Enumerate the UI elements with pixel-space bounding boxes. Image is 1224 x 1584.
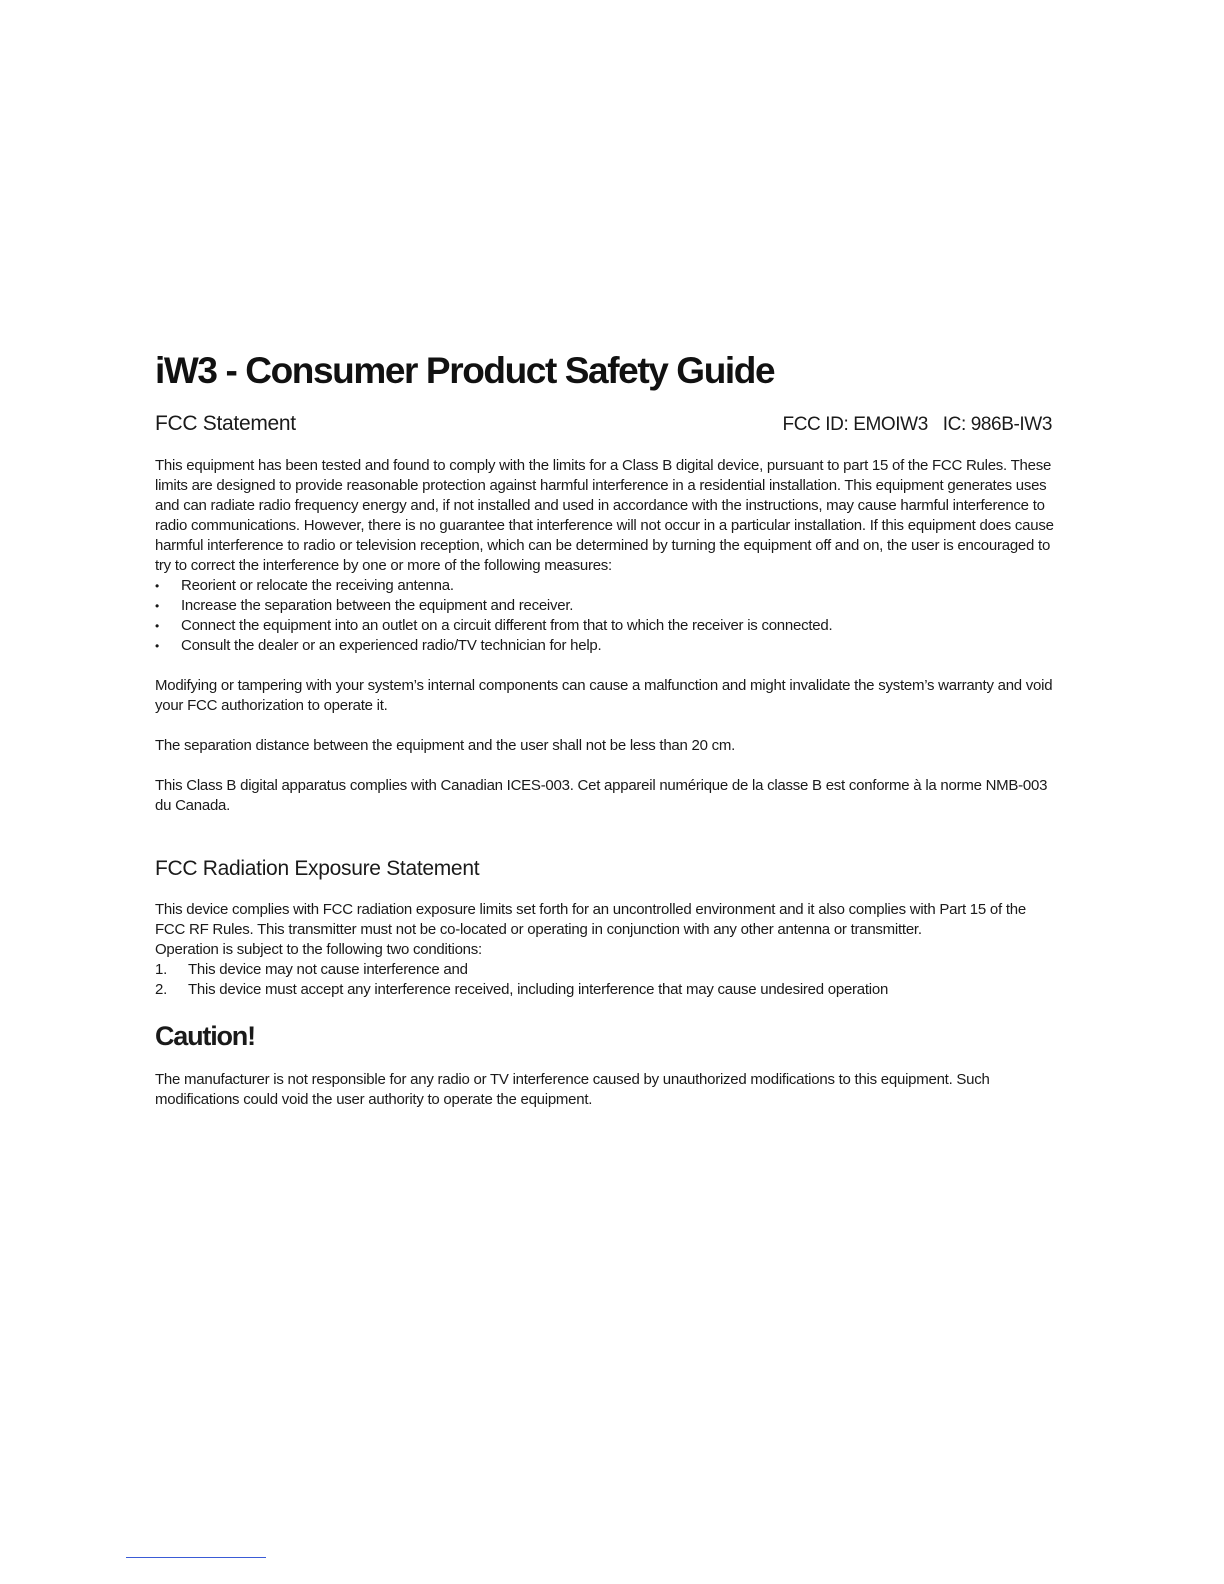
fcc-statement-header xyxy=(155,410,1055,440)
caution-paragraph: The manufacturer is not responsible for any radio or TV interference caused by unauthorized modifications to this equipment. Such modifications could void the user authority to operate the equipment. xyxy=(155,1071,990,1108)
modifying-paragraph: Modifying or tampering with your system’s internal components can cause a malfunction and might invalidate the system’s warranty and void your FCC authorization to operate it. xyxy=(155,677,1053,714)
ic-number: IC: 986B-IW3 xyxy=(942,414,1052,435)
caution-heading: Caution! xyxy=(155,1021,255,1051)
footer-divider xyxy=(126,1557,266,1558)
condition-text: This device must accept any interference received, including interference that may cause undesired operation xyxy=(188,981,889,998)
fcc-id: FCC ID: EMOIW3 xyxy=(782,414,928,435)
list-item: • Connect the equipment into an outlet on a circuit different from that to which the receiver is connected. xyxy=(155,616,1055,636)
separation-paragraph: The separation distance between the equipment and the user shall not be less than 20 cm. xyxy=(155,737,736,754)
radiation-exposure-paragraph: This device complies with FCC radiation exposure limits set forth for an uncontrolled environment and it also complies with Part 15 of the FCC RF Rules. This transmitter must not be co-located or operating in conjunction with any other antenna or transmitter. xyxy=(155,901,1026,938)
document-content xyxy=(155,348,1055,1110)
interference-measures-list xyxy=(155,576,1055,656)
list-item xyxy=(155,960,1055,980)
list-item: • Increase the separation between the equipment and receiver. xyxy=(155,596,1055,616)
condition-text: This device may not cause interference and xyxy=(188,961,468,978)
document-title: iW3 - Consumer Product Safety Guide xyxy=(155,350,775,391)
conditions-intro: Operation is subject to the following two conditions: xyxy=(155,941,482,958)
list-item: • Consult the dealer or an experienced radio/TV technician for help. xyxy=(155,636,1055,656)
condition-number: 1. xyxy=(155,961,168,978)
condition-number: 2. xyxy=(155,981,168,998)
canada-compliance-paragraph: This Class B digital apparatus complies with Canadian ICES-003. Cet appareil numérique de la classe B est conforme à la norme NMB-003 du Canada. xyxy=(155,777,1048,814)
operation-conditions-list xyxy=(155,960,1055,1000)
radiation-exposure-heading: FCC Radiation Exposure Statement xyxy=(155,857,480,880)
list-item: • Reorient or relocate the receiving antenna. xyxy=(155,576,1055,596)
list-item xyxy=(155,980,1055,1000)
fcc-identifiers xyxy=(783,414,1055,436)
fcc-intro-paragraph: This equipment has been tested and found to comply with the limits for a Class B digital device, pursuant to part 15 of the FCC Rules. These limits are designed to provide reasonable protection against harmful interference in a residential installation. This equipment generates uses and can radiate radio frequency energy and, if not installed and used in accordance with the instructions, may cause harmful interference to radio communications. However, there is no guarantee that interference will not occur in a particular installation. If this equipment does cause harmful interference to radio or television reception, which can be determined by turning the equipment off and on, the user is encouraged to try to correct the interference by one or more of the following measures: xyxy=(155,457,1054,574)
fcc-statement-heading: FCC Statement xyxy=(155,412,296,435)
